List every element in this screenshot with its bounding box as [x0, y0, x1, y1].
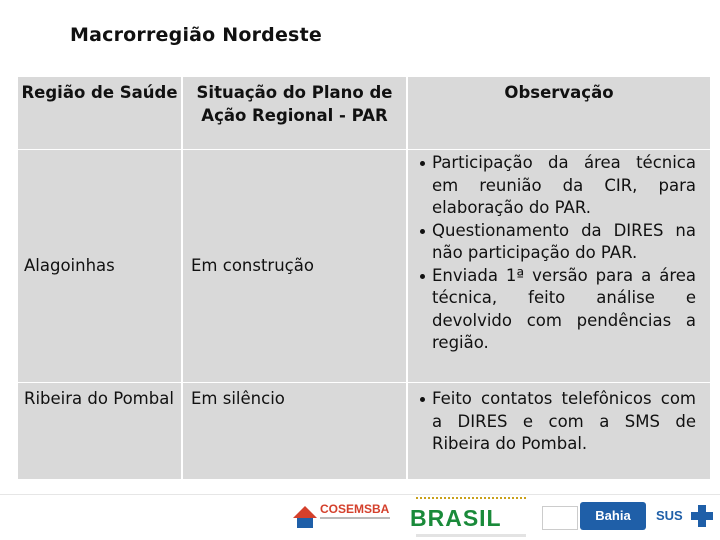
header-situacao: Situação do Plano de Ação Regional - PAR — [183, 77, 408, 149]
sus-cross-icon — [690, 504, 714, 528]
observacao-item: Enviada 1ª versão para a área técnica, feito análise e devolvido com pendências a região. — [408, 265, 710, 355]
page-title: Macrorregião Nordeste — [70, 24, 322, 46]
bahia-logo — [542, 500, 647, 534]
observacao-list — [408, 383, 710, 456]
row-observacao — [408, 383, 710, 479]
brasil-logo-text: BRASIL — [410, 505, 502, 531]
brasil-logo — [410, 500, 535, 534]
row-situacao — [183, 150, 408, 382]
cosems-logo — [292, 500, 402, 534]
regiao-text: Alagoinhas — [24, 255, 115, 275]
observacao-list — [408, 150, 710, 355]
header-regiao: Região de Saúde — [18, 77, 183, 149]
regiao-text: Ribeira do Pombal — [24, 389, 174, 408]
footer-logo-bar — [0, 494, 720, 540]
observacao-item: Feito contatos telefônicos com a DIRES e com a SMS de Ribeira do Pombal. — [408, 388, 710, 456]
row-regiao — [18, 150, 183, 382]
observacao-item: Questionamento da DIRES na não participação do PAR. — [408, 220, 710, 265]
sus-logo — [654, 500, 720, 534]
bahia-logo-text: Bahia — [580, 502, 646, 530]
cosems-roof-icon — [292, 504, 318, 530]
situacao-text: Em construção — [191, 255, 314, 275]
brasil-logo-bottomline — [416, 534, 526, 537]
table-row — [18, 383, 710, 480]
row-observacao — [408, 150, 710, 382]
observacao-item: Participação da área técnica em reunião da CIR, para elaboração do PAR. — [408, 152, 710, 220]
situacao-text: Em silêncio — [191, 389, 285, 408]
secretaria-logo-icon — [542, 506, 578, 530]
sus-logo-text: SUS — [656, 508, 683, 523]
table-header-row — [18, 77, 710, 150]
header-observacao: Observação — [408, 77, 710, 149]
par-status-table — [18, 77, 710, 480]
table-row — [18, 150, 710, 383]
cosems-logo-subline — [320, 517, 390, 529]
brasil-logo-topline — [416, 497, 526, 503]
row-situacao — [183, 383, 408, 479]
footer-divider — [0, 494, 720, 495]
cosems-logo-text: COSEMSBA — [320, 502, 390, 516]
row-regiao — [18, 383, 183, 479]
